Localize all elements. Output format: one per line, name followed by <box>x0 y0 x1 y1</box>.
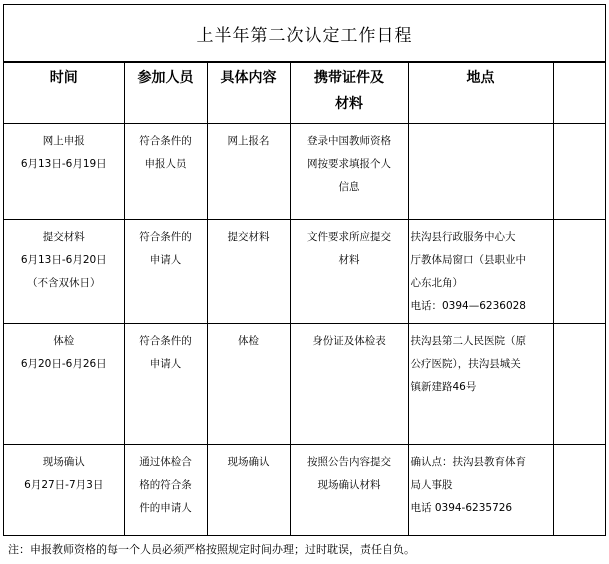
materials-cell <box>290 445 408 535</box>
location-text: 确认点：扶沟县教育体育 局人事股 电话 0394-6235726 <box>410 456 526 514</box>
materials-text: 文件要求所应提交 材料 <box>307 231 391 266</box>
schedule-table <box>4 62 605 535</box>
time-text: 现场确认 6月27日-7月3日 <box>24 456 104 491</box>
footnote: 注：申报教师资格的每一个人员必须严格按照规定时间办理；过时耽误，责任自负。 <box>8 543 415 556</box>
content-cell <box>207 324 290 445</box>
location-cell <box>408 324 553 445</box>
schedule-sheet <box>3 4 606 536</box>
extra-text <box>556 124 604 130</box>
location-text <box>411 124 551 130</box>
extra-text <box>556 220 604 226</box>
extra-cell <box>553 220 605 324</box>
header-row <box>4 63 605 124</box>
extra-cell <box>553 124 605 220</box>
content-cell <box>207 445 290 535</box>
participants-text: 符合条件的 申请人 <box>139 335 192 370</box>
extra-text <box>556 324 604 330</box>
time-cell <box>4 124 124 220</box>
table-row <box>4 445 605 535</box>
participants-cell <box>124 324 207 445</box>
extra-text <box>556 445 604 451</box>
participants-text: 通过体检合 格的符合条 件的申请人 <box>139 456 192 514</box>
table-row <box>4 124 605 220</box>
content-cell <box>207 220 290 324</box>
time-text: 体检 6月20日-6月26日 <box>20 335 107 370</box>
participants-cell <box>124 220 207 324</box>
location-text: 扶沟县第二人民医院（原 公疗医院），扶沟县城关 镇新建路46号 <box>410 335 526 393</box>
content-text: 提交材料 <box>227 231 270 243</box>
materials-cell <box>290 124 408 220</box>
header-time: 时间 <box>4 63 124 124</box>
extra-cell <box>553 445 605 535</box>
time-cell <box>4 324 124 445</box>
content-text: 现场确认 <box>227 456 270 468</box>
participants-text: 符合条件的 申请人 <box>139 231 192 266</box>
table-row <box>4 324 605 445</box>
header-content: 具体内容 <box>207 63 290 124</box>
materials-text: 身份证及体检表 <box>312 335 386 347</box>
materials-cell <box>290 324 408 445</box>
content-text: 体检 <box>238 335 259 347</box>
content-text: 网上报名 <box>227 135 270 147</box>
time-cell <box>4 220 124 324</box>
content-cell <box>207 124 290 220</box>
time-text: 网上申报 6月13日-6月19日 <box>20 135 107 170</box>
header-participants: 参加人员 <box>124 63 207 124</box>
participants-text: 符合条件的 申报人员 <box>139 135 192 170</box>
time-text: 提交材料 6月13日-6月20日 （不含双休日） <box>20 231 107 289</box>
extra-cell <box>553 324 605 445</box>
materials-text: 登录中国教师资格 网按要求填报个人 信息 <box>307 135 391 193</box>
header-materials: 携带证件及 材料 <box>290 63 408 124</box>
location-cell <box>408 220 553 324</box>
materials-cell <box>290 220 408 324</box>
participants-cell <box>124 124 207 220</box>
materials-text: 按照公告内容提交 现场确认材料 <box>307 456 391 491</box>
table-row <box>4 220 605 324</box>
time-cell <box>4 445 124 535</box>
header-extra <box>553 63 605 124</box>
participants-cell <box>124 445 207 535</box>
location-cell <box>408 124 553 220</box>
location-text: 扶沟县行政服务中心大 厅教体局窗口（县职业中 心东北角） 电话：0394—6236028 <box>410 231 526 312</box>
location-cell <box>408 445 553 535</box>
header-location: 地点 <box>408 63 553 124</box>
page-title: 上半年第二次认定工作日程 <box>4 5 605 62</box>
